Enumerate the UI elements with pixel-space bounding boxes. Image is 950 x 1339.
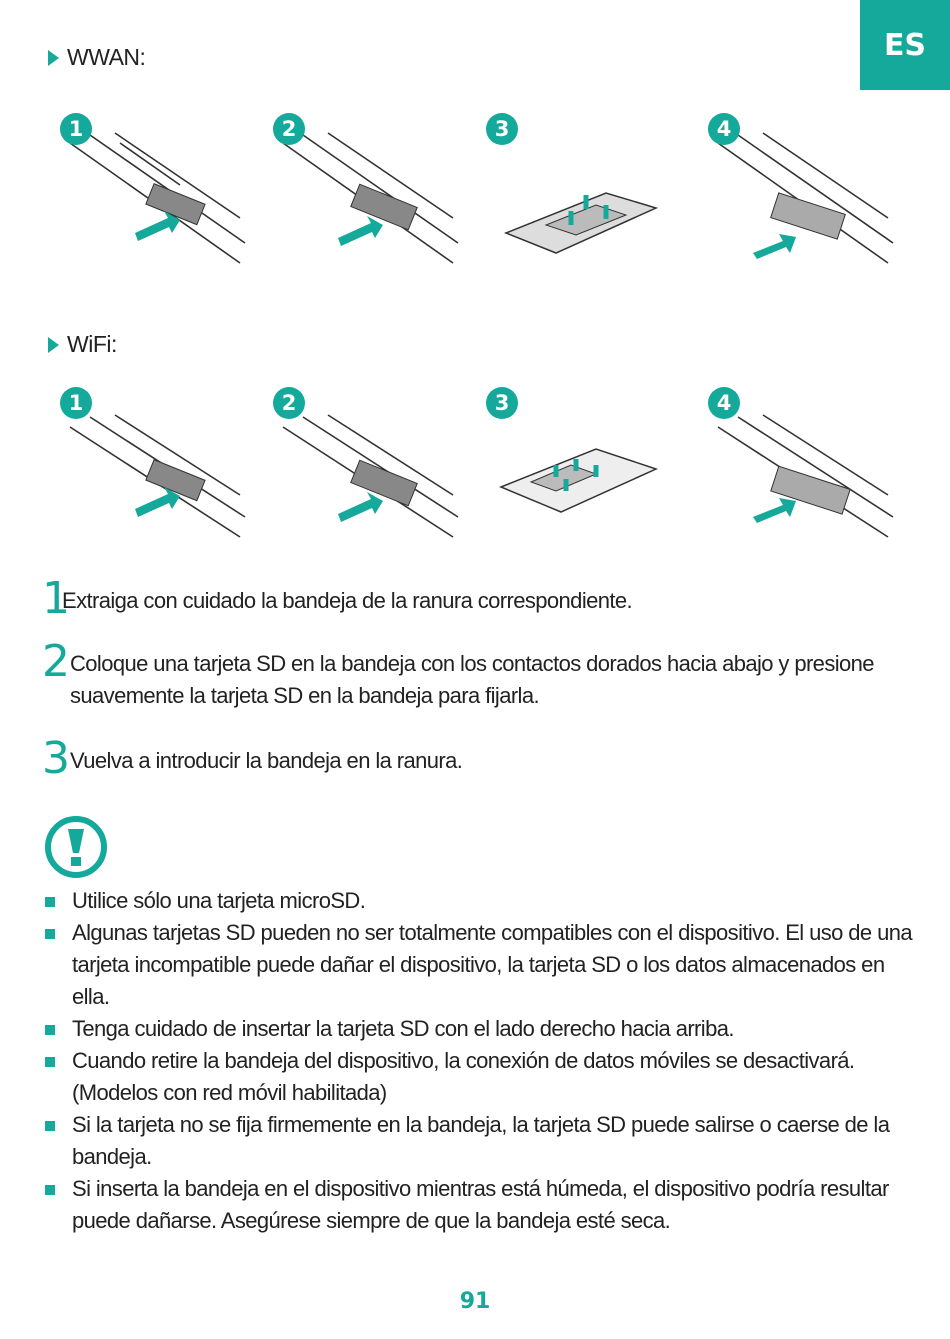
step-2 — [42, 636, 904, 712]
step-badge: 3 — [486, 113, 518, 145]
square-bullet-icon — [45, 1121, 55, 1131]
step-badge: 4 — [708, 113, 740, 145]
step-1 — [42, 573, 904, 624]
card-insert-illustration — [486, 113, 696, 283]
step-badge: 2 — [273, 113, 305, 145]
wwan-figure-2 — [273, 113, 483, 283]
note-text: Utilice sólo una tarjeta microSD. — [72, 888, 366, 913]
tray-pull-illustration — [273, 387, 483, 557]
language-tab: ES — [860, 0, 950, 90]
tray-insert-illustration — [708, 113, 918, 283]
warning-exclamation-icon — [44, 815, 108, 879]
wwan-illustrations — [0, 113, 950, 283]
wwan-figure-1 — [60, 113, 270, 283]
step-text: Extraiga con cuidado la bandeja de la ranura correspondiente. — [62, 588, 633, 613]
notes-list — [44, 885, 914, 1237]
step-badge: 1 — [60, 387, 92, 419]
note-text: Cuando retire la bandeja del dispositivo, la conexión de datos móviles se desactivará. (Modelos con red móvil habilitada) — [72, 1048, 855, 1105]
step-text: Coloque una tarjeta SD en la bandeja con los contactos dorados hacia abajo y presione suavemente la tarjeta SD en la bandeja para fijarla. — [70, 651, 874, 708]
list-item — [44, 885, 914, 917]
wifi-illustrations — [0, 387, 950, 557]
list-item — [44, 1173, 914, 1237]
section-wwan-label: WWAN: — [67, 44, 146, 70]
list-item — [44, 1013, 914, 1045]
step-badge: 4 — [708, 387, 740, 419]
note-text: Algunas tarjetas SD pueden no ser totalmente compatibles con el dispositivo. El uso de una tarjeta incompatible puede dañar el dispositivo, la tarjeta SD o los datos almacenados en ella. — [72, 920, 912, 1009]
wifi-figure-2 — [273, 387, 483, 557]
section-wifi — [48, 331, 117, 358]
step-text: Vuelva a introducir la bandeja en la ranura. — [70, 748, 463, 773]
step-number: 1 — [42, 573, 70, 624]
wifi-figure-4 — [708, 387, 918, 557]
step-3 — [42, 733, 904, 784]
tray-eject-illustration — [60, 387, 270, 557]
square-bullet-icon — [45, 897, 55, 907]
step-number: 3 — [42, 733, 70, 784]
square-bullet-icon — [45, 1025, 55, 1035]
note-text: Si la tarjeta no se fija firmemente en la bandeja, la tarjeta SD puede salirse o caerse de la bandeja. — [72, 1112, 890, 1169]
page-number: 91 — [459, 1289, 491, 1314]
wifi-figure-1 — [60, 387, 270, 557]
section-wwan — [48, 44, 145, 71]
square-bullet-icon — [45, 1057, 55, 1067]
wifi-figure-3 — [486, 387, 696, 557]
triangle-right-icon — [48, 50, 59, 66]
note-text: Si inserta la bandeja en el dispositivo mientras está húmeda, el dispositivo podría resultar puede dañarse. Asegúrese siempre de que la bandeja esté seca. — [72, 1176, 889, 1233]
note-text: Tenga cuidado de insertar la tarjeta SD con el lado derecho hacia arriba. — [72, 1016, 734, 1041]
square-bullet-icon — [45, 929, 55, 939]
square-bullet-icon — [45, 1185, 55, 1195]
list-item — [44, 917, 914, 1013]
wwan-figure-3 — [486, 113, 696, 283]
tray-pull-illustration — [273, 113, 483, 283]
list-item — [44, 1045, 914, 1109]
list-item — [44, 1109, 914, 1173]
wwan-figure-4 — [708, 113, 918, 283]
tray-insert-illustration — [708, 387, 918, 557]
triangle-right-icon — [48, 337, 59, 353]
step-badge: 3 — [486, 387, 518, 419]
section-wifi-label: WiFi: — [67, 331, 117, 357]
card-insert-illustration — [486, 387, 696, 557]
step-badge: 1 — [60, 113, 92, 145]
step-badge: 2 — [273, 387, 305, 419]
step-number: 2 — [42, 636, 70, 687]
tray-eject-illustration — [60, 113, 270, 283]
